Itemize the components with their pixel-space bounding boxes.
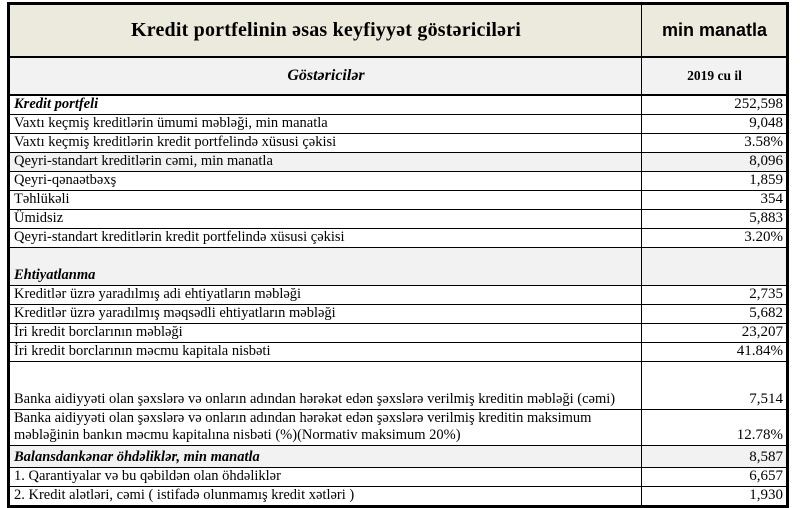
row-label: 2. Kredit alətləri, cəmi ( istifadə olunmamış kredit xətləri ) xyxy=(9,487,642,507)
table-row xyxy=(9,210,788,229)
table-row xyxy=(9,191,788,210)
table-body xyxy=(9,95,788,507)
row-label: Banka aidiyyəti olan şəxslərə və onların adından hərəkət edən şəxslərə verilmiş kreditin məbləği (cəmi) xyxy=(9,362,642,410)
row-value: 1,859 xyxy=(642,172,788,191)
table-row xyxy=(9,248,788,286)
table-row xyxy=(9,324,788,343)
title-row xyxy=(9,4,788,58)
year-column-header: 2019 cu il xyxy=(642,57,788,95)
row-label: Qeyri-qənaətbəxş xyxy=(9,172,642,191)
row-value: 8,096 xyxy=(642,153,788,172)
row-value: 23,207 xyxy=(642,324,788,343)
row-value: 5,883 xyxy=(642,210,788,229)
row-value: 41.84% xyxy=(642,343,788,362)
row-label: Ehtiyatlanma xyxy=(9,248,642,286)
table-row xyxy=(9,446,788,468)
row-value: 354 xyxy=(642,191,788,210)
table-title: Kredit portfelinin əsas keyfiyyət göstəriciləri xyxy=(9,4,642,58)
row-value: 5,682 xyxy=(642,305,788,324)
table-row xyxy=(9,468,788,487)
row-label: Kredit portfeli xyxy=(9,95,642,115)
row-label: İri kredit borclarının məbləği xyxy=(9,324,642,343)
row-value: 3.58% xyxy=(642,134,788,153)
column-header-row xyxy=(9,57,788,95)
row-label: Ümidsiz xyxy=(9,210,642,229)
row-label: İri kredit borclarının məcmu kapitala nisbəti xyxy=(9,343,642,362)
row-value: 3.20% xyxy=(642,229,788,248)
credit-portfolio-table xyxy=(7,2,789,508)
row-label: Qeyri-standart kreditlərin cəmi, min manatla xyxy=(9,153,642,172)
row-label: Qeyri-standart kreditlərin kredit portfelində xüsusi çəkisi xyxy=(9,229,642,248)
row-value: 1,930 xyxy=(642,487,788,507)
table-row xyxy=(9,410,788,446)
row-label: Banka aidiyyəti olan şəxslərə və onların adından hərəkət edən şəxslərə verilmiş kreditin maksimum məbləğinin bankın məcmu kapitalına nisbəti (%)(Normativ maksimum 20%) xyxy=(9,410,642,446)
row-value: 8,587 xyxy=(642,446,788,468)
table-row xyxy=(9,229,788,248)
row-value: 12.78% xyxy=(642,410,788,446)
row-value: 7,514 xyxy=(642,362,788,410)
row-value: 9,048 xyxy=(642,115,788,134)
row-label: Kreditlər üzrə yaradılmış məqsədli ehtiyatların məbləği xyxy=(9,305,642,324)
row-label: Balansdankənar öhdəliklər, min manatla xyxy=(9,446,642,468)
table-row xyxy=(9,115,788,134)
indicator-column-header: Göstəricilər xyxy=(9,57,642,95)
row-value: 6,657 xyxy=(642,468,788,487)
row-value xyxy=(642,248,788,286)
table-row xyxy=(9,286,788,305)
row-label: Vaxtı keçmiş kreditlərin kredit portfelində xüsusi çəkisi xyxy=(9,134,642,153)
table-row xyxy=(9,153,788,172)
table-row xyxy=(9,305,788,324)
table-row xyxy=(9,362,788,410)
row-label: Təhlükəli xyxy=(9,191,642,210)
row-value: 252,598 xyxy=(642,95,788,115)
row-label: 1. Qarantiyalar və bu qəbildən olan öhdəliklər xyxy=(9,468,642,487)
table-row xyxy=(9,487,788,507)
row-value: 2,735 xyxy=(642,286,788,305)
table-row xyxy=(9,343,788,362)
table-header xyxy=(9,4,788,96)
row-label: Kreditlər üzrə yaradılmış adi ehtiyatların məbləği xyxy=(9,286,642,305)
row-label: Vaxtı keçmiş kreditlərin ümumi məbləği, min manatla xyxy=(9,115,642,134)
unit-label: min manatla xyxy=(642,4,788,58)
table-row xyxy=(9,134,788,153)
table-row xyxy=(9,172,788,191)
table-row xyxy=(9,95,788,115)
